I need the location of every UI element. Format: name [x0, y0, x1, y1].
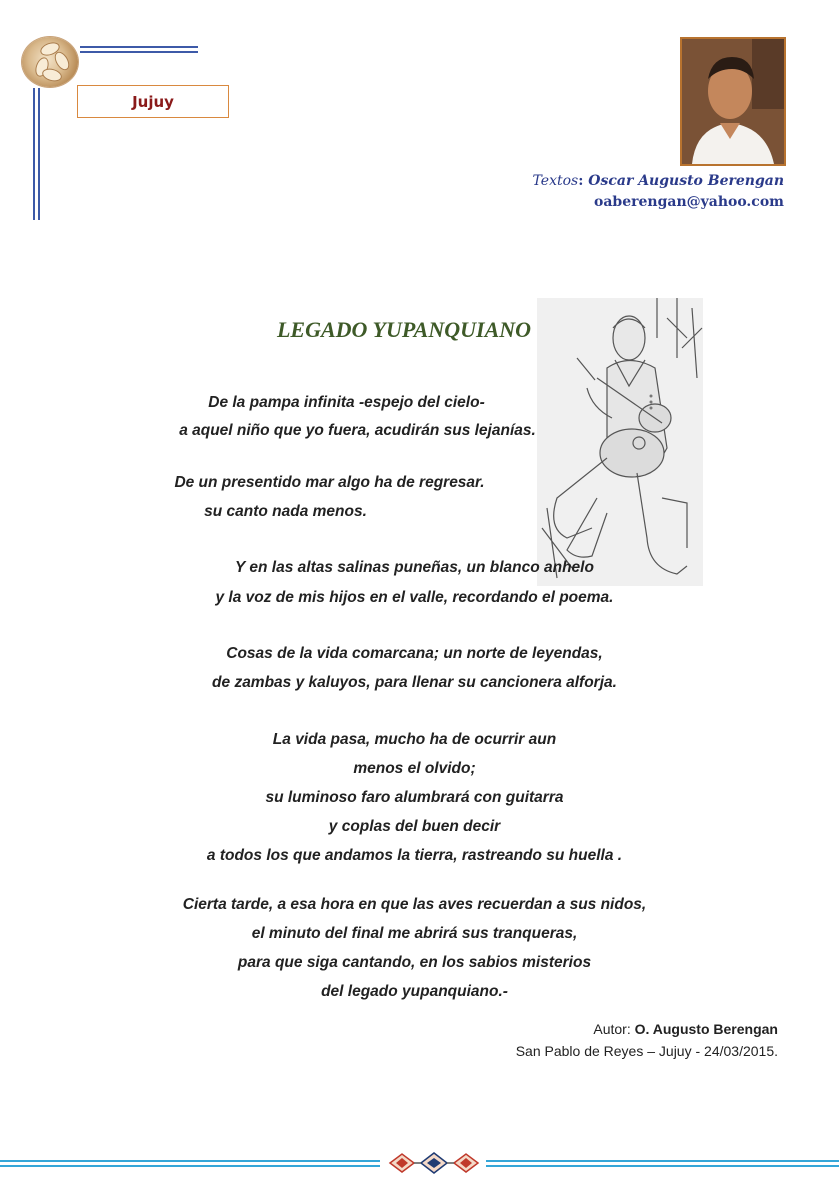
author-label: Autor: [593, 1021, 635, 1037]
decorative-flower-icon [22, 37, 78, 87]
credits [533, 171, 784, 213]
poem-line: y la voz de mis hijos en el valle, recordando el poema. [215, 589, 614, 606]
poem-line: a todos los que andamos la tierra, rastreando su huella . [206, 847, 623, 864]
poem-line: a aquel niño que yo fuera, acudirán sus lejanías. [179, 422, 536, 439]
signature-author-name: O. Augusto Berengan [634, 1021, 778, 1037]
poem-line: Y en las altas salinas puneñas, un blanco anhelo [235, 559, 594, 576]
poem-line: La vida pasa, mucho ha de ocurrir aun [272, 731, 557, 748]
side-rule-left [33, 88, 35, 220]
signature-block [516, 1018, 778, 1062]
footer-rule-right-top [486, 1160, 839, 1162]
region-label: Jujuy [77, 85, 229, 118]
poem-line: su luminoso faro alumbrará con guitarra [265, 789, 564, 806]
poem-line: y coplas del buen decir [328, 818, 501, 835]
poem-line: del legado yupanquiano.- [321, 983, 508, 1000]
poem-title: LEGADO YUPANQUIANO [276, 317, 532, 342]
footer-rule-left-bottom [0, 1165, 380, 1167]
andean-motif-icon [388, 1151, 480, 1175]
credits-label: Textos [532, 173, 579, 189]
poem-line: su canto nada menos. [204, 503, 367, 520]
poem-line: Cosas de la vida comarcana; un norte de leyendas, [226, 645, 603, 662]
poem-line: menos el olvido; [353, 760, 476, 777]
portrait-icon [682, 39, 784, 164]
poem-line: De la pampa infinita -espejo del cielo- [208, 394, 485, 411]
poem-line: para que siga cantando, en los sabios misterios [237, 954, 592, 971]
poem-line: De un presentido mar algo ha de regresar. [174, 474, 485, 491]
credits-separator: : [578, 173, 589, 189]
poem-line: Cierta tarde, a esa hora en que las aves recuerdan a sus nidos, [182, 896, 647, 913]
poem-line: de zambas y kaluyos, para llenar su cancionera alforja. [212, 674, 617, 691]
poem-line: el minuto del final me abrirá sus tranqueras, [251, 925, 578, 942]
place-date: San Pablo de Reyes – Jujuy - 24/03/2015. [515, 1043, 778, 1059]
side-rule-right [38, 88, 40, 220]
footer-rule-right-bottom [486, 1165, 839, 1167]
footer-rule-left-top [0, 1160, 380, 1162]
author-photo [680, 37, 786, 166]
header-rule-bottom [80, 51, 198, 53]
credits-author-name: Oscar Augusto Berengan [588, 173, 784, 189]
author-email[interactable]: oaberengan@yahoo.com [594, 194, 784, 210]
header-rule-top [80, 46, 198, 48]
